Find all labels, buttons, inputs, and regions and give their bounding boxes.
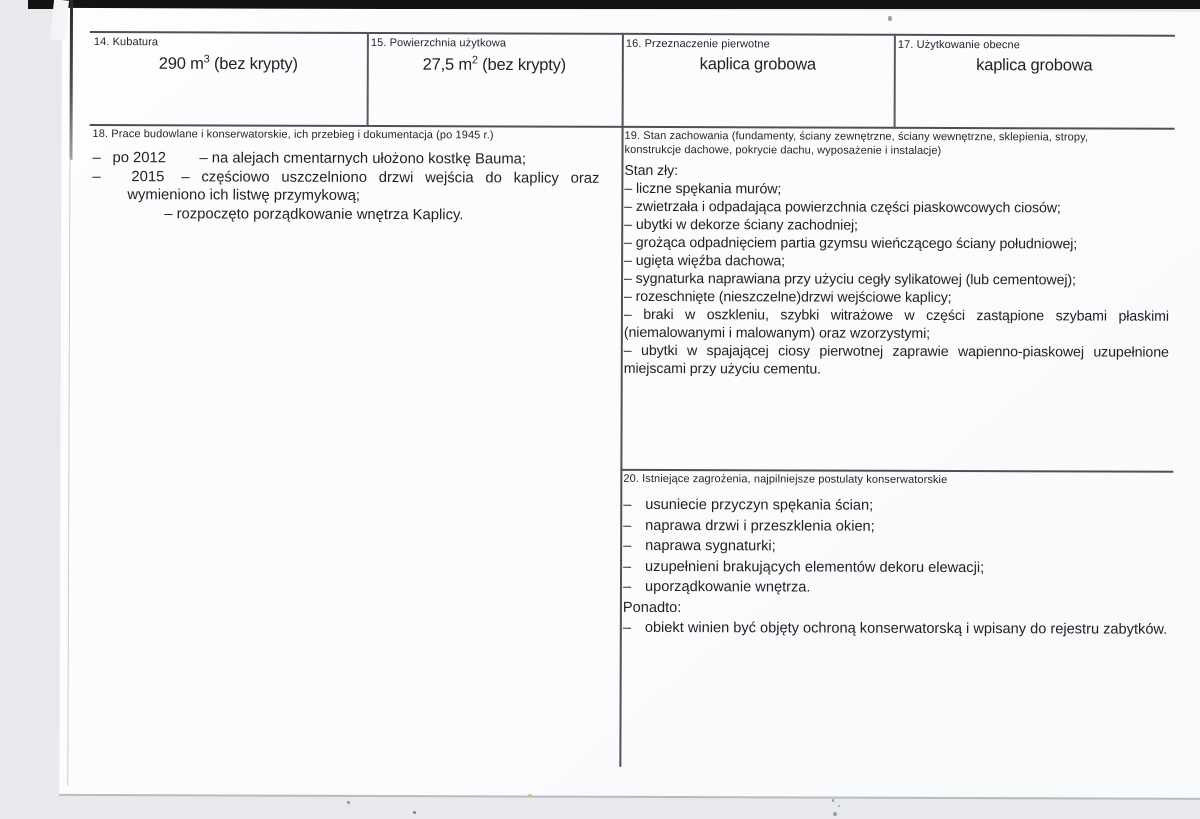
dash-bullet: – [623, 496, 632, 513]
scan-speck [413, 811, 416, 814]
list-item: – rozeschnięte (nieszczelne)drzwi wejściowe kaplicy; [623, 288, 952, 307]
list-item [89, 205, 621, 225]
field-cell-14-kubatura [90, 31, 367, 125]
item-text: – na alejach cmentarnych ułożono kostkę Bauma; [199, 150, 527, 168]
field-value: kaplica grobowa [699, 55, 816, 74]
value-superscript: 3 [203, 53, 210, 66]
field-cell-15-powierzchnia [367, 32, 622, 126]
value-text: (bez krypty) [477, 55, 567, 75]
field-label-line: 19. Stan zachowania (fundamenty, ściany zewnętrzne, ściany wewnętrzne, sklepienia, stropy, [624, 129, 1089, 144]
value-text: (bez krypty) [209, 54, 298, 74]
list-item [89, 187, 621, 207]
field-value: kaplica grobowa [976, 56, 1093, 75]
field-value [367, 54, 622, 75]
item-text: usuniecie przyczyn spękania ścian; [645, 496, 874, 514]
item-text: naprawa drzwi i przeszklenia okien; [645, 517, 875, 535]
field-label-18: 18. Prace budowlane i konserwatorskie, ich przebieg i dokumentacja (po 1945 r.) [92, 128, 494, 142]
list-item: – grożąca odpadnięciem partia gzymsu wieńczącego ściany południowej; [624, 234, 1078, 253]
field-label: 17. Użytkowanie obecne [897, 38, 1020, 52]
list-item: – sygnaturka naprawiana przy użyciu cegły sylikatowej (lub cementowej); [624, 270, 1076, 289]
field-label: 16. Przeznaczenie pierwotne [625, 37, 770, 51]
field-label-line: konstrukcje dachowe, pokrycie dachu, wyposażenie i instalacje) [624, 143, 942, 157]
dash-bullet: – [622, 578, 632, 595]
list-item [89, 150, 621, 170]
item-text: obiekt winien być objęty ochroną konserwatorską i wpisany do rejestru zabytków. [644, 619, 1168, 638]
item-text: – częściowo uszczelniono drzwi wejścia do kaplicy oraz [181, 168, 600, 187]
list-item [623, 556, 1170, 578]
scan-speck [833, 812, 837, 816]
field-value [90, 53, 367, 74]
divider-middle-column [619, 33, 624, 767]
paper-corner [50, 0, 69, 41]
field-label-20: 20. Istniejące zagrożenia, najpilniejsze postulaty konserwatorskie [623, 472, 948, 486]
document-paper [59, 8, 1200, 800]
scan-speck [832, 799, 834, 802]
year-text: 2015 [131, 168, 165, 185]
item-text: – rozpoczęto porządkowanie wnętrza Kaplicy. [164, 205, 464, 223]
item-text: wymieniono ich listwę przymykową; [127, 187, 361, 204]
list-item: – liczne spękania murów; [624, 180, 782, 198]
ponadto-heading: Ponadto: [622, 599, 682, 616]
field-label: 15. Powierzchnia użytkowa [370, 36, 507, 50]
dash-bullet: – [92, 168, 101, 185]
item-text: uporządkowanie wnętrza. [644, 578, 811, 596]
field-content-20 [623, 495, 1170, 640]
scan-speck [888, 16, 892, 21]
list-item [89, 168, 621, 188]
list-item [623, 577, 1170, 599]
scan-speck [528, 794, 532, 797]
value-text: 290 m [158, 54, 204, 73]
list-item [623, 515, 1170, 537]
dash-bullet: – [622, 619, 631, 636]
list-item [623, 618, 1170, 640]
field-label: 14. Kubatura [93, 36, 159, 49]
list-item [623, 495, 1170, 517]
list-item [623, 536, 1170, 558]
list-item: – zwietrzała i odpadająca powierzchnia części piaskowcowych ciosów; [624, 198, 1061, 217]
list-item: – ugięta więźba dachowa; [624, 252, 786, 270]
paper-edge-line [67, 158, 70, 786]
condition-intro: Stan zły: [624, 162, 678, 180]
dash-bullet: – [623, 517, 632, 534]
field-content-19 [624, 162, 1170, 380]
list-item: – braki w oszkleniu, szybki witrażowe w części zastąpione szybami płaskimi (niemalowanymi i malowanym) oraz wzorzystymi; [623, 306, 1169, 342]
list-item: – ubytki w dekorze ściany zachodniej; [624, 216, 858, 234]
dash-bullet: – [92, 150, 101, 167]
dash-bullet: – [623, 537, 632, 554]
field-label-19 [624, 130, 1172, 159]
list-item: – ubytki w spajającej ciosy pierwotnej zaprawie wapienno-piaskowej uzupełnione miejscami przy użyciu cementu. [623, 342, 1169, 378]
value-text: 27,5 m [422, 55, 472, 74]
value-superscript: 2 [471, 54, 478, 67]
item-text: uzupełnieni brakujących elementów dekoru elewacji; [645, 558, 985, 576]
field-cell-17-uzytkowanie [894, 34, 1175, 128]
paper-edge-shadow [69, 0, 73, 160]
scan-speck [347, 801, 350, 804]
item-text: naprawa sygnaturki; [645, 537, 776, 555]
dash-bullet: – [623, 558, 632, 575]
field-cell-16-przeznaczenie [622, 33, 894, 127]
year-text: po 2012 [112, 150, 167, 167]
field-content-18 [89, 150, 621, 226]
scan-speck [838, 805, 840, 807]
